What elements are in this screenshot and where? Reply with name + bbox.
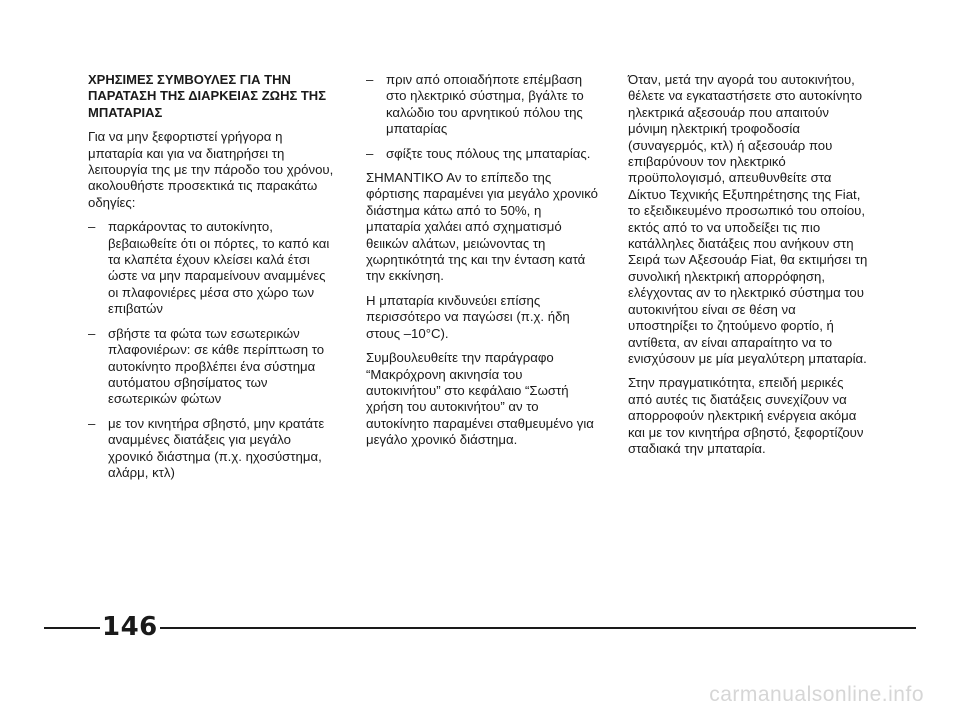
dash-bullet: – — [88, 325, 96, 341]
dash-bullet: – — [88, 219, 96, 235]
list-item: – με τον κινητήρα σβηστό, μην κρατάτε αναμμένες διατάξεις για μεγάλο χρονικό διάστημα (π.χ. ηχοσύστημα, αλάρμ, κτλ) — [88, 415, 325, 480]
footer-rule-left — [44, 627, 100, 629]
dash-bullet: – — [366, 145, 374, 161]
important-paragraph: ΣΗΜΑΝΤΙΚΟ Αν το επίπεδο της φόρτισης παραμένει για μεγάλο χρονικό διάστημα κάτω από το 50%, η μπαταρία χαλάει από σχηματισμό θειικών αλάτων, μειώνοντας τη χωρητικότητά της και την ένταση κατά την εκκίνηση. — [366, 170, 598, 284]
section-heading: ΧΡΗΣΙΜΕΣ ΣΥΜΒΟΥΛΕΣ ΓΙΑ ΤΗΝ ΠΑΡΑΤΑΣΗ ΤΗΣ ΔΙΑΡΚΕΙΑΣ ΖΩΗΣ ΤΗΣ ΜΠΑΤΑΡΙΑΣ — [88, 72, 326, 120]
freeze-paragraph: Η μπαταρία κινδυνεύει επίσης περισσότερο να παγώσει (π.χ. ήδη στους –10°C). — [366, 292, 570, 341]
dash-bullet: – — [88, 415, 96, 431]
column-left — [88, 72, 338, 489]
column-right — [628, 72, 868, 465]
column-middle — [366, 72, 598, 457]
dash-bullet: – — [366, 72, 374, 87]
watermark: carmanualsonline.info — [709, 683, 924, 706]
list-item: – παρκάροντας το αυτοκίνητο, βεβαιωθείτε ότι οι πόρτες, το καπό και τα κλαπέτα έχουν κλείσει καλά έτσι ώστε να μην παραμείνουν αναμμένες οι πλαφονιέρες μέσα στο χώρο των επιβατών — [88, 219, 330, 317]
tips-list — [88, 219, 338, 481]
tips-list-continued — [366, 72, 598, 162]
list-item: – σφίξτε τους πόλους της μπαταρίας. — [366, 145, 591, 161]
accessories-paragraph: Όταν, μετά την αγορά του αυτοκινήτου, θέλετε να εγκαταστήσετε στο αυτοκίνητο ηλεκτρικά αξεσουάρ που απαιτούν μόνιμη ηλεκτρική τροφοδοσία (συναγερμός, κτλ) ή αξεσουάρ που επιβαρύνουν τον ηλεκτρικό προϋπολογισμό, απευθυνθείτε στα Δίκτυο Τεχνικής Εξυπηρέτησης της Fiat, το εξειδικευμένο προσωπικό του οποίου, εκτός από το να υποδείξει τις πιο κατάλληλες διατάξεις που ανήκουν στη Σειρά των Αξεσουάρ Fiat, θα εκτιμήσει τη συνολική ηλεκτρική απορρόφηση, ελέγχοντας αν το ηλεκτρικό σύστημα του αυτοκινήτου είναι σε θέση να υποστηρίξει το ζητούμενο φορτίο, ή αντίθετα, αν είναι απαραίτητο να το ενισχύσουν με μία μεγαλύτερη μπαταρία. — [628, 72, 868, 366]
reference-paragraph: Συμβουλευθείτε την παράγραφο “Μακρόχρονη ακινησία του αυτοκινήτου” στο κεφάλαιο “Σωστή χρήση του αυτοκινήτου” αν το αυτοκίνητο παραμένει σταθμευμένο για μεγάλο χρονικό διάστημα. — [366, 350, 594, 448]
drain-paragraph: Στην πραγματικότητα, επειδή μερικές από αυτές τις διατάξεις συνεχίζουν να απορροφούν ηλεκτρική ενέργεια ακόμα και με τον κινητήρα σβηστό, ξεφορτίζουν σταδιακά την μπαταρία. — [628, 375, 864, 456]
list-item: – σβήστε τα φώτα των εσωτερικών πλαφονιέρων: σε κάθε περίπτωση το αυτοκίνητο προβλέπει ένα σύστημα αυτόματου σβησίματος των εσωτερικών φώτων — [88, 325, 325, 407]
list-item: – πριν από οποιαδήποτε επέμβαση στο ηλεκτρικό σύστημα, βγάλτε το καλώδιο του αρνητικού πόλου της μπαταρίας — [366, 72, 584, 137]
page-number: 146 — [102, 612, 158, 642]
intro-paragraph: Για να μην ξεφορτιστεί γρήγορα η μπαταρία και για να διατηρήσει τη λειτουργία της με την πάροδο του χρόνου, ακολουθήστε προσεκτικά τις παρακάτω οδηγίες: — [88, 129, 334, 210]
footer-rule-right — [160, 627, 916, 629]
